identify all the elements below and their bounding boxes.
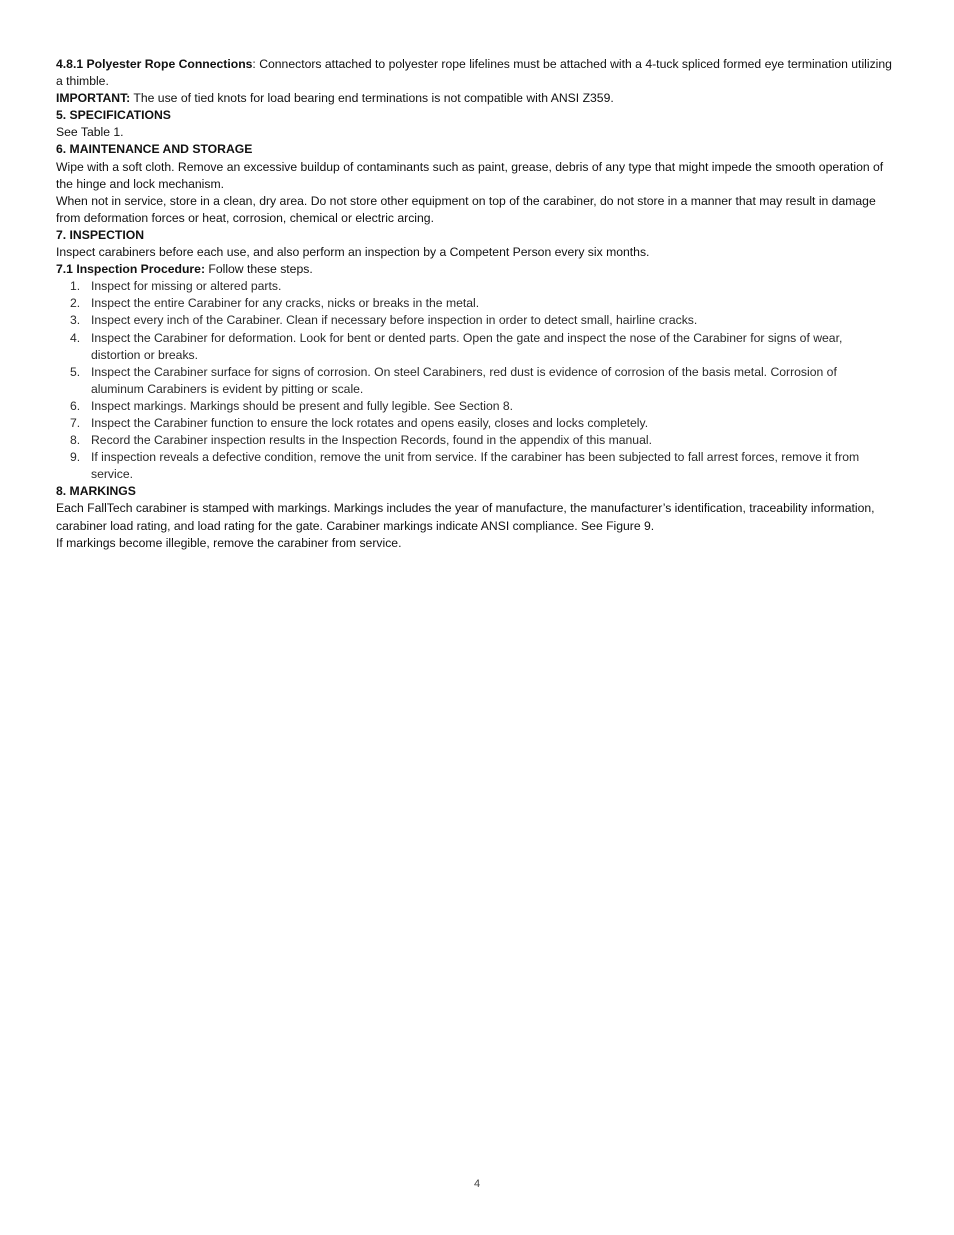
list-item-number: 9. xyxy=(70,450,81,465)
section-7-1-text: Follow these steps. xyxy=(205,262,313,277)
section-7-heading: 7. INSPECTION xyxy=(56,227,145,242)
section-8-paragraph-1: Each FallTech carabiner is stamped with markings. Markings includes the year of manufacture, the manufacturer’s identification, traceability information, carabiner load rating, and load rating for the gate. Carabiner markings indicate ANSI compliance. See Figure 9. xyxy=(56,501,875,533)
list-item-number: 3. xyxy=(70,313,81,328)
section-7-1-paragraph xyxy=(56,261,892,278)
section-8-paragraph-2: If markings become illegible, remove the carabiner from service. xyxy=(56,535,402,550)
list-item-number: 8. xyxy=(70,433,81,448)
page-number: 4 xyxy=(473,1178,481,1190)
list-item-number: 7. xyxy=(70,415,81,430)
section-7-1-heading: 7.1 Inspection Procedure: xyxy=(56,262,205,277)
list-item xyxy=(56,295,892,312)
section-4-8-1-heading: 4.8.1 Polyester Rope Connections xyxy=(56,57,253,71)
important-label: IMPORTANT: xyxy=(56,91,131,106)
list-item-text: Inspect for missing or altered parts. xyxy=(91,279,282,294)
list-item-number: 5. xyxy=(70,364,81,379)
section-6-heading: 6. MAINTENANCE AND STORAGE xyxy=(56,142,253,157)
list-item xyxy=(56,398,892,415)
inspection-steps-list xyxy=(56,278,892,483)
document-page xyxy=(56,56,892,552)
section-6-paragraph-2: When not in service, store in a clean, dry area. Do not store other equipment on top of the carabiner, do not store in a manner that may result in damage from deformation forces or heat, corrosion, chemical or electric arcing. xyxy=(56,193,876,225)
list-item-number: 6. xyxy=(70,398,81,413)
section-5-heading: 5. SPECIFICATIONS xyxy=(56,108,171,123)
list-item-text: Inspect the Carabiner for deformation. Look for bent or dented parts. Open the gate and inspect the nose of the Carabiner for signs of wear, distortion or breaks. xyxy=(91,330,843,362)
list-item-number: 4. xyxy=(70,330,81,345)
list-item-text: Record the Carabiner inspection results in the Inspection Records, found in the appendix of this manual. xyxy=(91,433,652,448)
list-item-text: If inspection reveals a defective condition, remove the unit from service. If the carabiner has been subjected to fall arrest forces, remove it from service. xyxy=(91,450,860,482)
list-item xyxy=(56,449,892,483)
list-item xyxy=(56,330,892,364)
important-note xyxy=(56,90,892,107)
list-item-text: Inspect the entire Carabiner for any cracks, nicks or breaks in the metal. xyxy=(91,296,480,311)
section-6-paragraph-1: Wipe with a soft cloth. Remove an excessive buildup of contaminants such as paint, grease, debris of any type that might impede the smooth operation of the hinge and lock mechanism. xyxy=(56,159,884,191)
list-item xyxy=(56,415,892,432)
list-item xyxy=(56,278,892,295)
list-item-text: Inspect the Carabiner function to ensure the lock rotates and opens easily, closes and locks completely. xyxy=(91,415,649,430)
section-4-8-1-text: : Connectors attached to polyester rope lifelines must be attached with a 4-tuck spliced formed eye termination utilizing a thimble. xyxy=(56,57,892,89)
list-item-text: Inspect every inch of the Carabiner. Clean if necessary before inspection in order to detect small, hairline cracks. xyxy=(91,313,698,328)
list-item xyxy=(56,364,892,398)
section-7-text: Inspect carabiners before each use, and also perform an inspection by a Competent Person every six months. xyxy=(56,245,650,260)
list-item-number: 1. xyxy=(70,279,81,294)
section-8-heading: 8. MARKINGS xyxy=(56,484,136,499)
list-item-number: 2. xyxy=(70,296,81,311)
list-item xyxy=(56,312,892,329)
important-text: The use of tied knots for load bearing end terminations is not compatible with ANSI Z359. xyxy=(130,91,614,106)
list-item-text: Inspect the Carabiner surface for signs of corrosion. On steel Carabiners, red dust is evidence of corrosion of the basis metal. Corrosion of aluminum Carabiners is evident by pitting or scale. xyxy=(91,364,837,396)
section-4-8-1-paragraph xyxy=(56,56,892,90)
section-5-text: See Table 1. xyxy=(56,125,124,140)
list-item xyxy=(56,432,892,449)
list-item-text: Inspect markings. Markings should be present and fully legible. See Section 8. xyxy=(91,398,514,413)
